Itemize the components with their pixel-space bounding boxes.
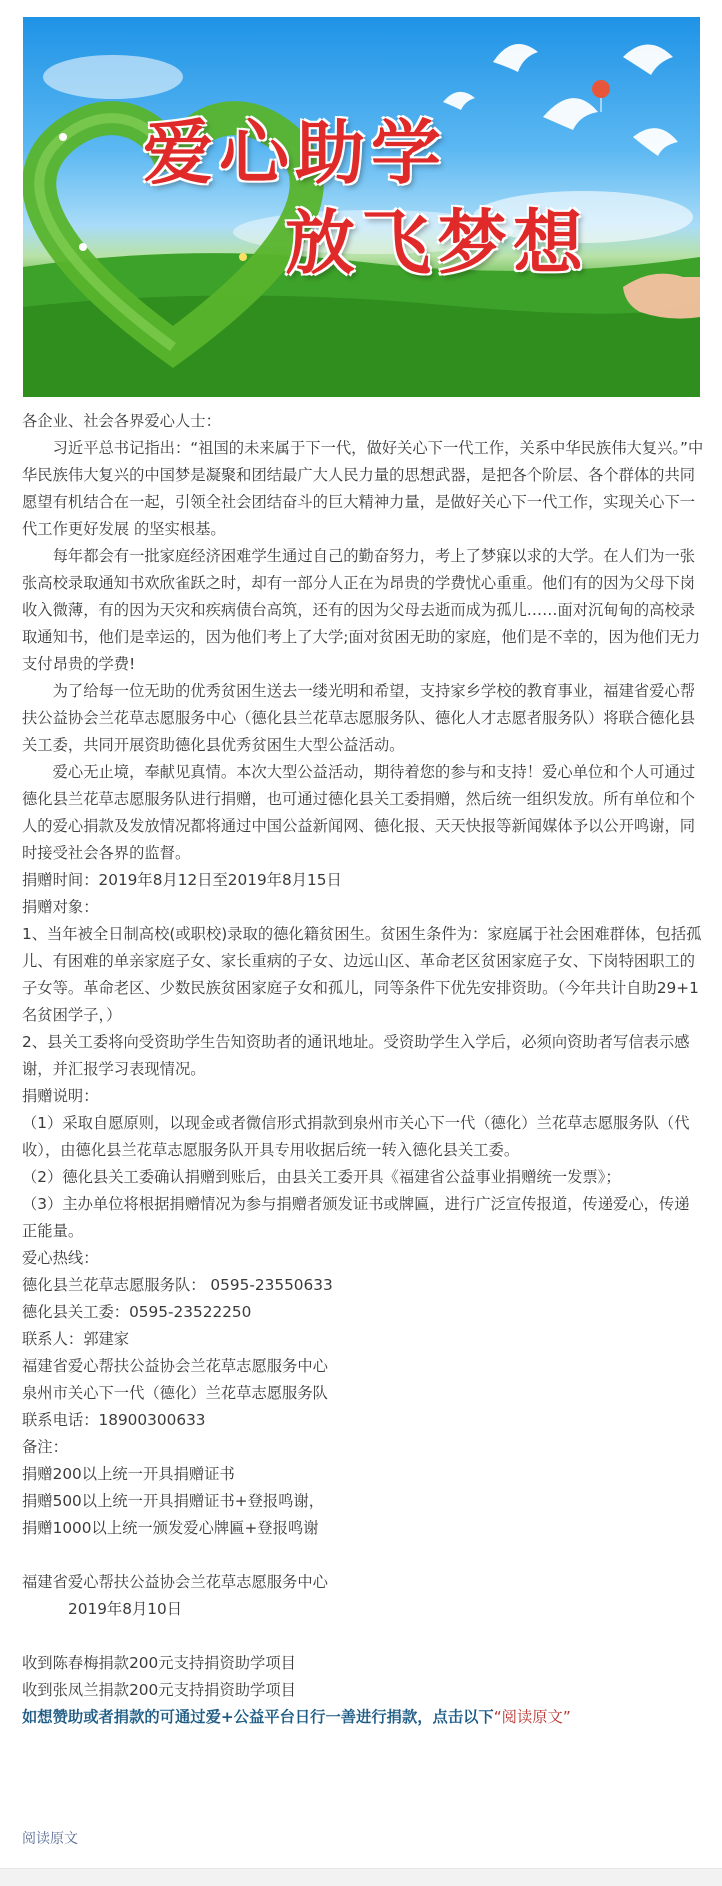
remark-3: 捐赠1000以上统一颁发爱心牌匾+登报鸣谢 — [22, 1519, 319, 1537]
banner-title-line1: 爱心助学 — [143, 111, 447, 194]
hotline-1: 德化县兰花草志愿服务队： 0595-23550633 — [22, 1276, 333, 1294]
donation-target-heading: 捐赠对象： — [22, 898, 99, 916]
banner-title-line2: 放飞梦想 — [285, 201, 589, 284]
remark-heading: 备注： — [22, 1438, 68, 1456]
paragraph-1: 习近平总书记指出：“祖国的未来属于下一代，做好关心下一代工作，关系中华民族伟大复兴。”中华民族伟大复兴的中国梦是凝聚和团结最广大人民力量的思想武器，是把各个阶层、各个群体的共同愿望有机结合在一起，引领全社会团结奋斗的巨大精神力量，是做好关心下一代工作，实现关心下一代工作更好发展 的坚实根基。 — [22, 439, 704, 538]
paragraph-2: 每年都会有一批家庭经济困难学生通过自己的勤奋努力，考上了梦寐以求的大学。在人们为一张张高校录取通知书欢欣雀跃之时，却有一部分人正在为昂贵的学费忧心重重。他们有的因为父母下岗收入微薄，有的因为天灾和疾病债台高筑，还有的因为父母去逝而成为孤儿……面对沉甸甸的高校录取通知书，他们是幸运的，因为他们考上了大学;面对贫困无助的家庭，他们是不幸的，因为他们无力支付昂贵的学费! — [22, 547, 701, 673]
remark-1: 捐赠200以上统一开具捐赠证书 — [22, 1465, 235, 1483]
donation-record-2: 收到张凤兰捐款200元支持捐资助学项目 — [22, 1681, 296, 1699]
donation-note-1: （1）采取自愿原则，以现金或者微信形式捐款到泉州市关心下一代（德化）兰花草志愿服务队（代收），由德化县兰花草志愿服务队开具专用收据后统一转入德化县关工委。 — [22, 1114, 690, 1159]
paragraph-4: 爱心无止境，奉献见真情。本次大型公益活动，期待着您的参与和支持！爱心单位和个人可通过德化县兰花草志愿服务队进行捐赠，也可通过德化县关工委捐赠，然后统一组织发放。所有单位和个人的爱心捐款及发放情况都将通过中国公益新闻网、德化报、天天快报等新闻媒体予以公开鸣谢，同时接受社会各界的监督。 — [22, 763, 696, 862]
donation-target-2: 2、县关工委将向受资助学生告知资助者的通讯地址。受资助学生入学后，必须向资助者写信表示感谢，并汇报学习表现情况。 — [22, 1033, 690, 1078]
banner-image — [23, 17, 700, 397]
article-body — [22, 408, 704, 1731]
paragraph-3: 为了给每一位无助的优秀贫困生送去一缕光明和希望，支持家乡学校的教育事业，福建省爱心帮扶公益协会兰花草志愿服务中心（德化县兰花草志愿服务队、德化人才志愿者服务队）将联合德化县关工委，共同开展资助德化县优秀贫困生大型公益活动。 — [22, 682, 696, 754]
contact-org-2: 泉州市关心下一代（德化）兰花草志愿服务队 — [22, 1384, 328, 1402]
cta-read-original-quote: “阅读原文” — [493, 1708, 571, 1726]
spacer — [22, 1542, 704, 1569]
read-original-link[interactable]: 阅读原文 — [22, 1831, 78, 1847]
donation-note-2: （2）德化县关工委确认捐赠到账后，由县关工委开具《福建省公益事业捐赠统一发票》； — [22, 1168, 621, 1186]
signature-org: 福建省爱心帮扶公益协会兰花草志愿服务中心 — [22, 1573, 328, 1591]
contact-person: 联系人：郭建家 — [22, 1330, 130, 1348]
donation-record-1: 收到陈春梅捐款200元支持捐资助学项目 — [22, 1654, 296, 1672]
footer-bar — [0, 1868, 722, 1886]
contact-phone: 联系电话：18900300633 — [22, 1411, 206, 1429]
contact-org-1: 福建省爱心帮扶公益协会兰花草志愿服务中心 — [22, 1357, 328, 1375]
call-to-action — [22, 1704, 704, 1731]
donation-notes-heading: 捐赠说明： — [22, 1087, 99, 1105]
donation-time: 捐赠时间：2019年8月12日至2019年8月15日 — [22, 871, 342, 889]
greeting: 各企业、社会各界爱心人士： — [22, 412, 221, 430]
signature-date: 2019年8月10日 — [68, 1600, 183, 1618]
hotline-heading: 爱心热线： — [22, 1249, 99, 1267]
cta-text: 如想赞助或者捐款的可通过爱+公益平台日行一善进行捐款，点击以下 — [22, 1708, 494, 1726]
hotline-2: 德化县关工委：0595-23522250 — [22, 1303, 252, 1321]
donation-target-1: 1、当年被全日制高校(或职校)录取的德化籍贫困生。贫困生条件为：家庭属于社会困难群体，包括孤儿、有困难的单亲家庭子女、家长重病的子女、边远山区、革命老区贫困家庭子女、下岗特困职工的子女等。革命老区、少数民族贫困家庭子女和孤儿，同等条件下优先安排资助。（今年共计自助29+1名贫困学子，） — [22, 925, 702, 1024]
donation-note-3: （3）主办单位将根据捐赠情况为参与捐赠者颁发证书或牌匾，进行广泛宣传报道，传递爱心，传递正能量。 — [22, 1195, 690, 1240]
spacer — [22, 1623, 704, 1650]
remark-2: 捐赠500以上统一开具捐赠证书+登报鸣谢， — [22, 1492, 325, 1510]
